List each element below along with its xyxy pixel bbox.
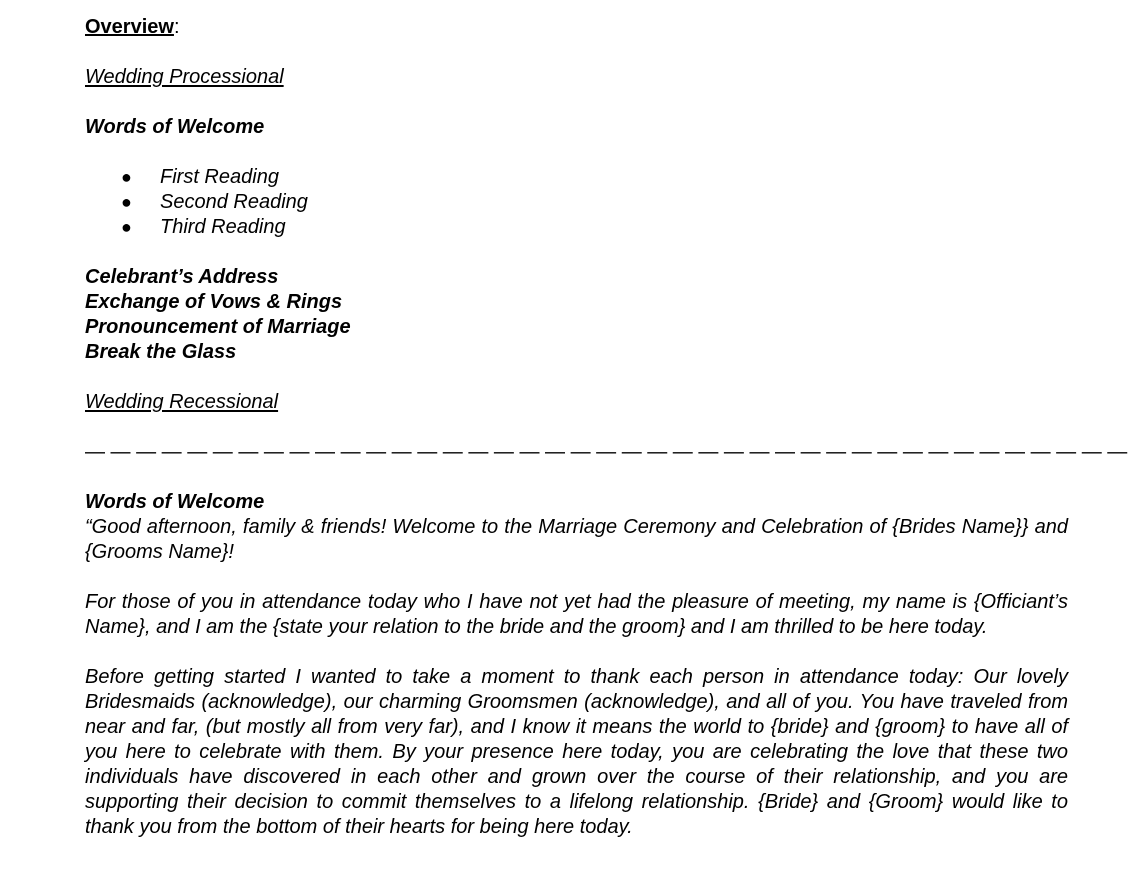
spacer bbox=[85, 140, 1070, 165]
outline-celebrants-address: Celebrant’s Address bbox=[85, 266, 279, 288]
list-item bbox=[85, 215, 1070, 240]
bullet-icon: ● bbox=[121, 217, 132, 237]
spacer bbox=[85, 415, 1070, 440]
welcome-paragraph-3: Before getting started I wanted to take a moment to thank each person in attendance today: Our lovely Bridesmaids (acknowledge), our charming Groomsmen (acknowledge), and all of you. You have traveled from near and far, (but mostly all from very far), and I know it means the world to {bride} and {groom} to have all of you here to celebrate with them. By your presence here today, you are celebrating the love that these two individuals have discovered in each other and grown over the course of their relationship, and you are supporting their decision to commit themselves to a lifelong relationship. {Bride} and {Groom} would like to thank you from the bottom of their hearts for being here today. bbox=[85, 666, 1068, 838]
document-body bbox=[85, 15, 1128, 840]
spacer bbox=[85, 40, 1070, 65]
outline-exchange-of-vows: Exchange of Vows & Rings bbox=[85, 291, 343, 313]
list-item bbox=[85, 165, 1070, 190]
wedding-recessional: Wedding Recessional bbox=[85, 391, 279, 413]
section-divider: — — — — — — — — — — — — — — — — — — — — — — — — — — — — — — — — — — — — — — — — — bbox=[85, 441, 1128, 463]
outline-break-the-glass: Break the Glass bbox=[85, 341, 237, 363]
spacer bbox=[85, 640, 1070, 665]
spacer bbox=[85, 90, 1070, 115]
outline-words-of-welcome: Words of Welcome bbox=[85, 116, 265, 138]
processional-line bbox=[85, 65, 1070, 90]
wedding-processional: Wedding Processional bbox=[85, 66, 284, 88]
welcome-paragraph-1: “Good afternoon, family & friends! Welcome to the Marriage Ceremony and Celebration of {Brides Name}} and {Grooms Name}! bbox=[85, 516, 1068, 563]
spacer bbox=[85, 240, 1070, 265]
welcome-paragraph-2: For those of you in attendance today who I have not yet had the pleasure of meeting, my name is {Officiant’s Name}, and I am the {state your relation to the bride and the groom} and I am thrilled to be here today. bbox=[85, 591, 1068, 638]
list-item bbox=[85, 190, 1070, 215]
section-heading-words-of-welcome: Words of Welcome bbox=[85, 491, 265, 513]
bullet-icon: ● bbox=[121, 167, 132, 187]
reading-label: Third Reading bbox=[160, 216, 286, 238]
reading-label: Second Reading bbox=[160, 191, 308, 213]
spacer bbox=[85, 565, 1070, 590]
recessional-line bbox=[85, 390, 1070, 415]
outline-pronouncement: Pronouncement of Marriage bbox=[85, 316, 351, 338]
reading-label: First Reading bbox=[160, 166, 279, 188]
bullet-icon: ● bbox=[121, 192, 132, 212]
overview-colon: : bbox=[173, 16, 180, 38]
readings-list bbox=[85, 165, 1070, 240]
overview-heading: Overview bbox=[85, 16, 174, 38]
spacer bbox=[85, 365, 1070, 390]
overview-heading-line bbox=[85, 15, 1070, 40]
spacer bbox=[85, 465, 1070, 490]
